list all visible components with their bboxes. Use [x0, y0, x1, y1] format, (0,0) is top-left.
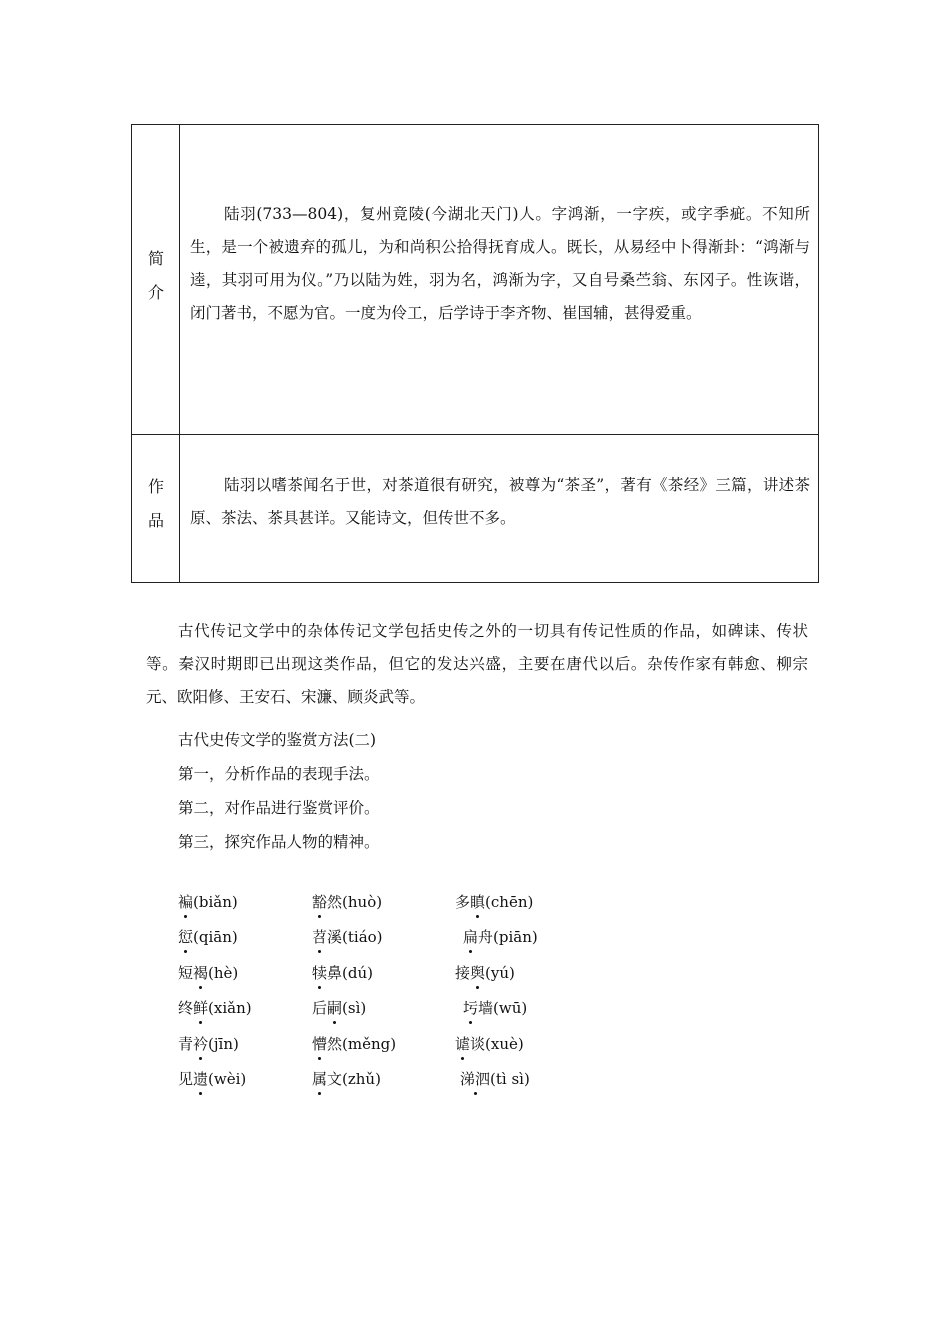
dotted-character: 涕泗	[460, 1070, 491, 1088]
dotted-character: 属	[312, 1070, 328, 1088]
vocab-item: 涕泗(tì sì)	[460, 1070, 530, 1088]
dotted-character: 愆	[178, 928, 194, 946]
works-label-cell	[132, 435, 180, 582]
dotted-character: 豁	[312, 893, 328, 911]
dotted-character: 褊	[178, 893, 194, 911]
dotted-character: 鲜	[193, 999, 209, 1017]
vocab-item: 懵然(měng)	[312, 1035, 397, 1053]
dotted-character: 瞋	[470, 893, 486, 911]
info-table	[131, 124, 819, 583]
vocab-item: 愆(qiān)	[178, 928, 238, 946]
vocab-item: 见遗(wèi)	[178, 1070, 247, 1088]
dotted-character: 扁	[463, 928, 479, 946]
vocab-item: 犊鼻(dú)	[312, 964, 373, 982]
biography-paragraph: 古代传记文学中的杂体传记文学包括史传之外的一切具有传记性质的作品，如碑诔、传状等。秦汉时期即已出现这类作品，但它的发达兴盛，主要在唐代以后。杂传作家有韩愈、柳宗元、欧阳修、王安石、宋濂、顾炎武等。	[146, 622, 808, 706]
intro-label-char: 简	[147, 249, 164, 268]
dotted-character: 谑	[455, 1035, 471, 1053]
dotted-character: 懵	[312, 1035, 328, 1053]
intro-text: 陆羽(733—804)，复州竟陵(今湖北天门)人。字鸿渐，一字疾，或字季疵。不知所生，是一个被遗弃的孤儿，为和尚积公拾得抚育成人。既长，从易经中卜得渐卦：“鸿渐与逵，其羽可用为仪。”乃以陆为姓，羽为名，鸿渐为字，又自号桑苎翁、东冈子。性诙谐，闭门著书，不愿为官。一度为伶工，后学诗于李齐物、崔国辅，甚得爱重。	[190, 205, 810, 322]
dotted-character: 褐	[193, 964, 209, 982]
vocab-item: 圬墙(wū)	[463, 999, 528, 1017]
method-step: 第三，探究作品人物的精神。	[178, 833, 380, 851]
vocab-item: 褊(biǎn)	[178, 893, 238, 911]
vocab-item: 短褐(hè)	[178, 964, 239, 982]
dotted-character: 圬	[463, 999, 479, 1017]
vocab-item: 豁然(huò)	[312, 893, 383, 911]
dotted-character: 衿	[193, 1035, 209, 1053]
dotted-character: 遗	[193, 1070, 209, 1088]
method-step: 第一，分析作品的表现手法。	[178, 765, 380, 783]
method-title: 古代史传文学的鉴赏方法(二)	[178, 731, 377, 749]
works-label-char: 作	[147, 477, 164, 496]
vocab-item: 多瞋(chēn)	[455, 893, 534, 911]
dotted-character: 犊	[312, 964, 328, 982]
works-row	[132, 435, 818, 582]
intro-label-char: 介	[147, 283, 164, 302]
vocab-item: 谑谈(xuè)	[455, 1035, 524, 1053]
vocab-item: 苕溪(tiáo)	[312, 928, 383, 946]
vocab-item: 属文(zhǔ)	[312, 1070, 381, 1088]
vocab-item: 接舆(yú)	[455, 964, 515, 982]
works-text: 陆羽以嗜茶闻名于世，对茶道很有研究，被尊为“茶圣”，著有《茶经》三篇，讲述茶原、茶法、茶具甚详。又能诗文，但传世不多。	[190, 476, 810, 527]
vocab-item: 后嗣(sì)	[312, 999, 367, 1017]
dotted-character: 苕	[312, 928, 328, 946]
intro-row	[132, 125, 818, 435]
vocab-item: 青衿(jīn)	[178, 1035, 239, 1053]
method-step: 第二，对作品进行鉴赏评价。	[178, 799, 380, 817]
works-label-char: 品	[147, 511, 164, 530]
dotted-character: 嗣	[327, 999, 343, 1017]
vocab-item: 扁舟(piān)	[463, 928, 538, 946]
intro-label-cell	[132, 125, 180, 434]
vocab-item: 终鲜(xiǎn)	[178, 999, 252, 1017]
dotted-character: 舆	[470, 964, 486, 982]
